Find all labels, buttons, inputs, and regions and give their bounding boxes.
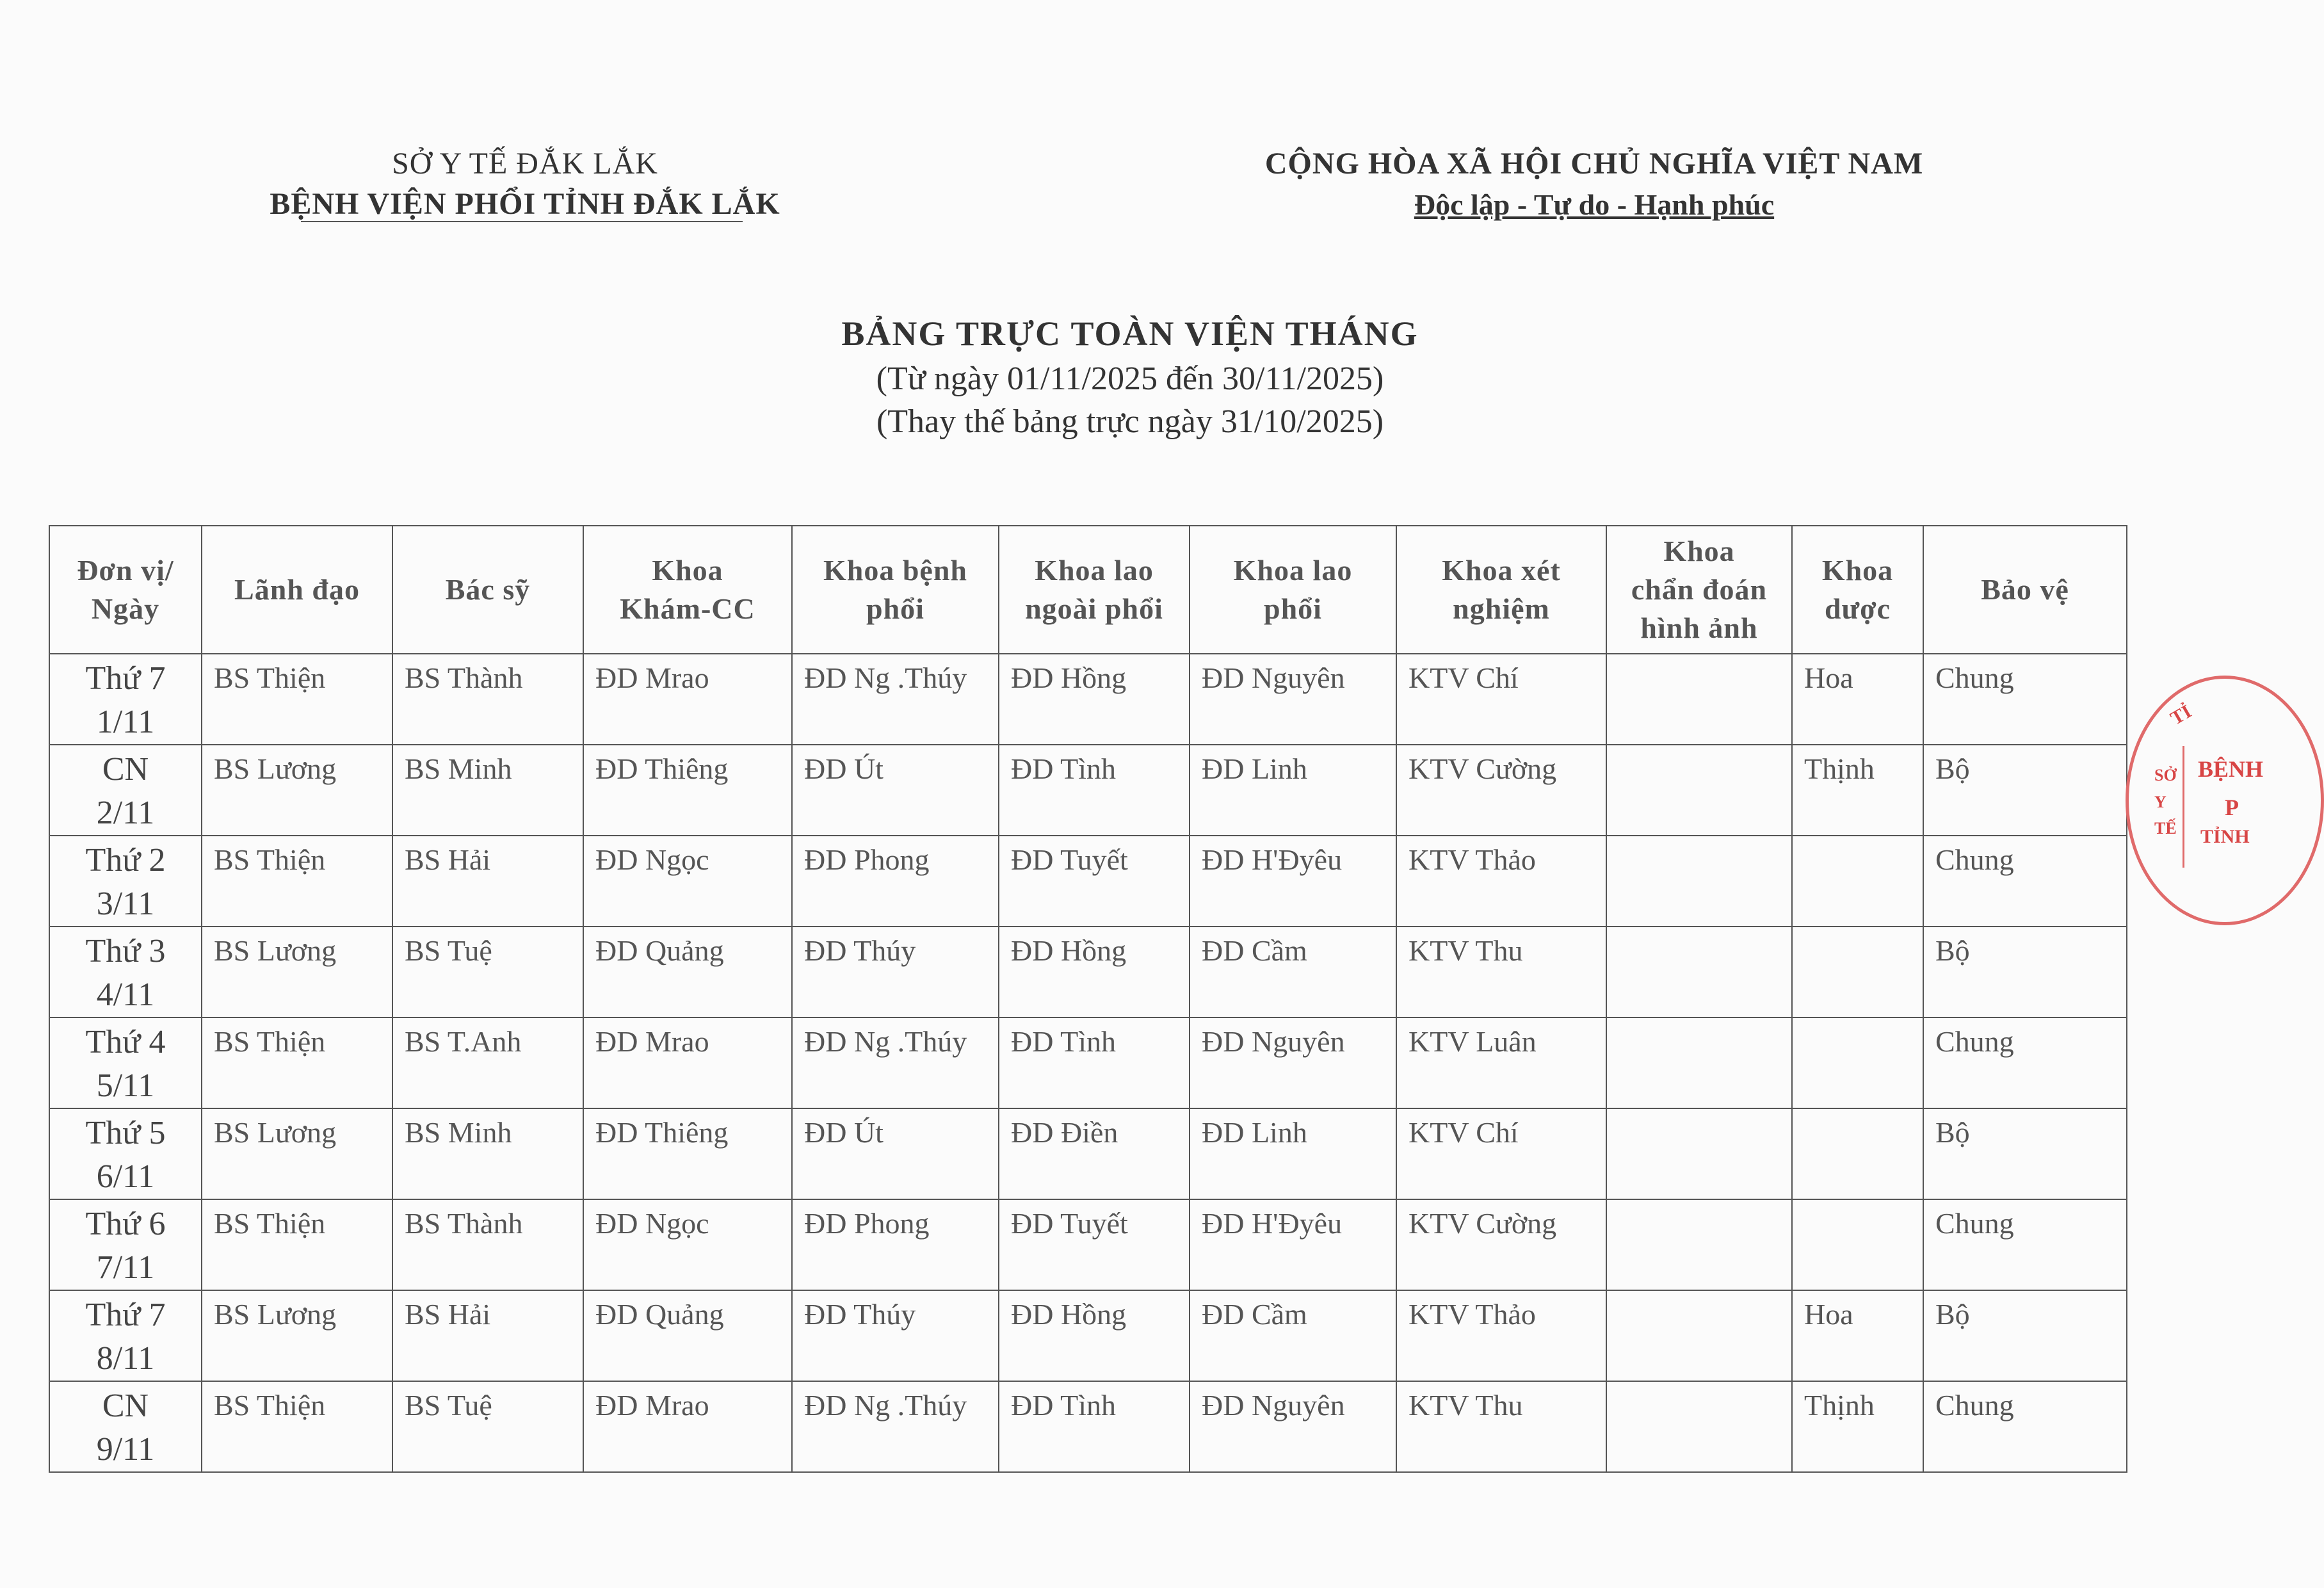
duty-cell: ĐD Mrao [583, 654, 792, 745]
column-header-line: phổi [1264, 592, 1322, 625]
duty-cell: Bộ [1923, 1290, 2127, 1381]
column-header [583, 526, 792, 654]
duty-cell: ĐD H'Đyêu [1190, 836, 1396, 927]
duty-cell: KTV Luân [1396, 1017, 1606, 1108]
duty-cell: ĐD Thúy [792, 1290, 999, 1381]
duty-cell: Bộ [1923, 927, 2127, 1017]
weekday-label: Thứ 2 [85, 842, 166, 879]
replacement-note: (Thay thế bảng trực ngày 31/10/2025) [876, 403, 1384, 440]
column-header-line: Lãnh đạo [234, 573, 360, 606]
duty-cell: ĐD Tình [999, 745, 1190, 836]
duty-cell: Bộ [1923, 745, 2127, 836]
duty-cell: Hoa [1792, 654, 1923, 745]
duty-cell: ĐD Cầm [1190, 927, 1396, 1017]
duty-cell: ĐD Quảng [583, 1290, 792, 1381]
day-cell [49, 1199, 202, 1290]
column-header-line: Đơn vị/ [77, 554, 174, 587]
duty-cell: ĐD Ng .Thúy [792, 1381, 999, 1472]
duty-cell: ĐD Nguyên [1190, 1017, 1396, 1108]
weekday-label: Thứ 7 [85, 1297, 166, 1333]
column-header-line: Khoa [1821, 554, 1894, 587]
duty-cell: BS Tuệ [392, 1381, 583, 1472]
column-header-line: Khoa [1663, 535, 1735, 568]
duty-cell: ĐD Cầm [1190, 1290, 1396, 1381]
date-label: 5/11 [96, 1067, 155, 1104]
duty-cell: KTV Thu [1396, 927, 1606, 1017]
document-title: BẢNG TRỰC TOÀN VIỆN THÁNG [841, 314, 1419, 353]
table-row [49, 1199, 2127, 1290]
column-header [1606, 526, 1792, 654]
duty-cell: ĐD Tuyết [999, 1199, 1190, 1290]
duty-cell: Thịnh [1792, 1381, 1923, 1472]
duty-cell: BS Lương [202, 1108, 392, 1199]
column-header [392, 526, 583, 654]
duty-cell: ĐD Tuyết [999, 836, 1190, 927]
official-seal [2126, 676, 2324, 925]
duty-cell [1606, 1290, 1792, 1381]
duty-cell: ĐD Điền [999, 1108, 1190, 1199]
duty-cell: BS Tuệ [392, 927, 583, 1017]
duty-cell: ĐD Ngọc [583, 1199, 792, 1290]
duty-cell: KTV Cường [1396, 1199, 1606, 1290]
weekday-label: Thứ 6 [85, 1206, 166, 1242]
day-cell [49, 836, 202, 927]
duty-cell: ĐD Tình [999, 1017, 1190, 1108]
duty-cell: Hoa [1792, 1290, 1923, 1381]
seal-text-line3: TỈNH [2200, 826, 2250, 847]
duty-cell [1606, 836, 1792, 927]
duty-cell: Chung [1923, 836, 2127, 927]
duty-cell: BS Hải [392, 836, 583, 927]
duty-cell: Chung [1923, 654, 2127, 745]
duty-cell: KTV Thảo [1396, 836, 1606, 927]
column-header-line: Khoa bệnh [823, 554, 968, 587]
duty-cell: KTV Thu [1396, 1381, 1606, 1472]
issuer-department: SỞ Y TẾ ĐẮK LẮK [392, 147, 658, 181]
date-label: 8/11 [96, 1340, 155, 1377]
duty-cell: Chung [1923, 1017, 2127, 1108]
duty-cell: KTV Chí [1396, 654, 1606, 745]
day-cell [49, 927, 202, 1017]
duty-cell: ĐD Ngọc [583, 836, 792, 927]
duty-cell: ĐD Hồng [999, 927, 1190, 1017]
national-name: CỘNG HÒA XÃ HỘI CHỦ NGHĨA VIỆT NAM [1264, 147, 1924, 181]
duty-cell [1606, 654, 1792, 745]
duty-cell: BS Minh [392, 1108, 583, 1199]
duty-cell: ĐD Thúy [792, 927, 999, 1017]
day-cell [49, 654, 202, 745]
table-row [49, 1381, 2127, 1472]
weekday-label: Thứ 4 [85, 1024, 166, 1060]
duty-cell [1792, 1017, 1923, 1108]
duty-cell [1606, 1108, 1792, 1199]
duty-cell: BS Thiện [202, 836, 392, 927]
table-row [49, 1108, 2127, 1199]
duty-cell: ĐD Nguyên [1190, 654, 1396, 745]
duty-cell: KTV Chí [1396, 1108, 1606, 1199]
seal-text-side: SỞ Y TẾ [2154, 766, 2177, 838]
duty-cell: BS Lương [202, 1290, 392, 1381]
column-header-line: Khoa lao [1035, 554, 1154, 587]
duty-cell [1606, 1017, 1792, 1108]
column-header [792, 526, 999, 654]
duty-cell [1606, 1199, 1792, 1290]
duty-cell: Chung [1923, 1381, 2127, 1472]
seal-text-line1: BỆNH [2198, 756, 2264, 782]
table-row [49, 1290, 2127, 1381]
table-row [49, 836, 2127, 927]
duty-cell: ĐD Quảng [583, 927, 792, 1017]
duty-cell: BS T.Anh [392, 1017, 583, 1108]
column-header-line: ngoài phổi [1025, 592, 1163, 625]
national-motto-block [1216, 146, 1972, 222]
duty-cell [1792, 836, 1923, 927]
issuer-underline [301, 221, 743, 222]
date-label: 9/11 [96, 1430, 155, 1468]
column-header-line: chẩn đoán [1631, 573, 1768, 606]
day-cell [49, 1017, 202, 1108]
weekday-label: CN [102, 1388, 149, 1424]
day-cell [49, 1290, 202, 1381]
column-header-line: Khoa lao [1233, 554, 1353, 587]
weekday-label: Thứ 5 [85, 1115, 166, 1151]
duty-cell: BS Thành [392, 654, 583, 745]
duty-cell: BS Lương [202, 745, 392, 836]
duty-cell: ĐD Linh [1190, 745, 1396, 836]
column-header-line: Khoa [652, 554, 723, 587]
duty-cell: BS Minh [392, 745, 583, 836]
duty-cell [1606, 1381, 1792, 1472]
table-row [49, 927, 2127, 1017]
day-cell [49, 1381, 202, 1472]
column-header [1190, 526, 1396, 654]
duty-cell: ĐD H'Đyêu [1190, 1199, 1396, 1290]
column-header-line: Ngày [91, 592, 160, 625]
duty-cell: BS Lương [202, 927, 392, 1017]
duty-cell: KTV Thảo [1396, 1290, 1606, 1381]
duty-cell [1606, 745, 1792, 836]
duty-cell: ĐD Út [792, 1108, 999, 1199]
date-label: 1/11 [96, 703, 155, 740]
duty-cell: ĐD Hồng [999, 654, 1190, 745]
duty-cell: KTV Cường [1396, 745, 1606, 836]
duty-cell: ĐD Thiêng [583, 745, 792, 836]
column-header-line: nghiệm [1453, 592, 1550, 625]
column-header [1923, 526, 2127, 654]
duty-cell: Chung [1923, 1199, 2127, 1290]
column-header-line: Bảo vệ [1981, 573, 2069, 606]
table-row [49, 745, 2127, 836]
duty-cell: BS Thiện [202, 1199, 392, 1290]
duty-cell: ĐD Ng .Thúy [792, 1017, 999, 1108]
seal-text-top: TỈ [2167, 701, 2195, 729]
column-header-line: Bác sỹ [445, 573, 531, 606]
column-header [999, 526, 1190, 654]
column-header-line: Khám-CC [620, 592, 755, 625]
weekday-label: CN [102, 751, 149, 788]
date-label: 7/11 [96, 1249, 155, 1286]
column-header [49, 526, 202, 654]
duty-cell [1606, 927, 1792, 1017]
weekday-label: Thứ 3 [85, 933, 166, 969]
day-cell [49, 745, 202, 836]
duty-cell: ĐD Mrao [583, 1017, 792, 1108]
column-header [1792, 526, 1923, 654]
column-header [202, 526, 392, 654]
duty-cell: ĐD Hồng [999, 1290, 1190, 1381]
duty-cell: Bộ [1923, 1108, 2127, 1199]
duty-cell [1792, 1108, 1923, 1199]
duty-cell: ĐD Linh [1190, 1108, 1396, 1199]
duty-cell: BS Thiện [202, 1381, 392, 1472]
duty-cell: BS Thiện [202, 1017, 392, 1108]
issuer-block [237, 146, 813, 222]
column-header-line: Khoa xét [1442, 554, 1561, 587]
column-header-line: dược [1824, 592, 1891, 625]
date-range: (Từ ngày 01/11/2025 đến 30/11/2025) [876, 361, 1384, 397]
duty-cell: ĐD Phong [792, 836, 999, 927]
duty-cell: BS Thiện [202, 654, 392, 745]
duty-cell: BS Thành [392, 1199, 583, 1290]
duty-cell [1792, 1199, 1923, 1290]
weekday-label: Thứ 7 [85, 660, 166, 697]
national-motto: Độc lập - Tự do - Hạnh phúc [1414, 188, 1775, 221]
document-title-block [608, 314, 1652, 441]
seal-text-line2: P [2225, 795, 2239, 820]
duty-cell: ĐD Tình [999, 1381, 1190, 1472]
duty-cell: ĐD Nguyên [1190, 1381, 1396, 1472]
table-row [49, 1017, 2127, 1108]
duty-cell: ĐD Ng .Thúy [792, 654, 999, 745]
column-header-line: hình ảnh [1640, 611, 1758, 644]
date-label: 2/11 [96, 794, 155, 831]
column-header-line: phổi [866, 592, 924, 625]
duty-cell: ĐD Mrao [583, 1381, 792, 1472]
duty-cell: Thịnh [1792, 745, 1923, 836]
duty-cell: ĐD Thiêng [583, 1108, 792, 1199]
issuer-hospital: BỆNH VIỆN PHỔI TỈNH ĐẮK LẮK [270, 187, 780, 221]
day-cell [49, 1108, 202, 1199]
duty-roster-table [49, 525, 2127, 1473]
duty-cell: ĐD Út [792, 745, 999, 836]
duty-cell [1792, 927, 1923, 1017]
table-row [49, 654, 2127, 745]
date-label: 3/11 [96, 885, 155, 922]
duty-cell: ĐD Phong [792, 1199, 999, 1290]
table-header-row [49, 526, 2127, 654]
date-label: 6/11 [96, 1158, 155, 1195]
duty-cell: BS Hải [392, 1290, 583, 1381]
date-label: 4/11 [96, 976, 155, 1013]
column-header [1396, 526, 1606, 654]
